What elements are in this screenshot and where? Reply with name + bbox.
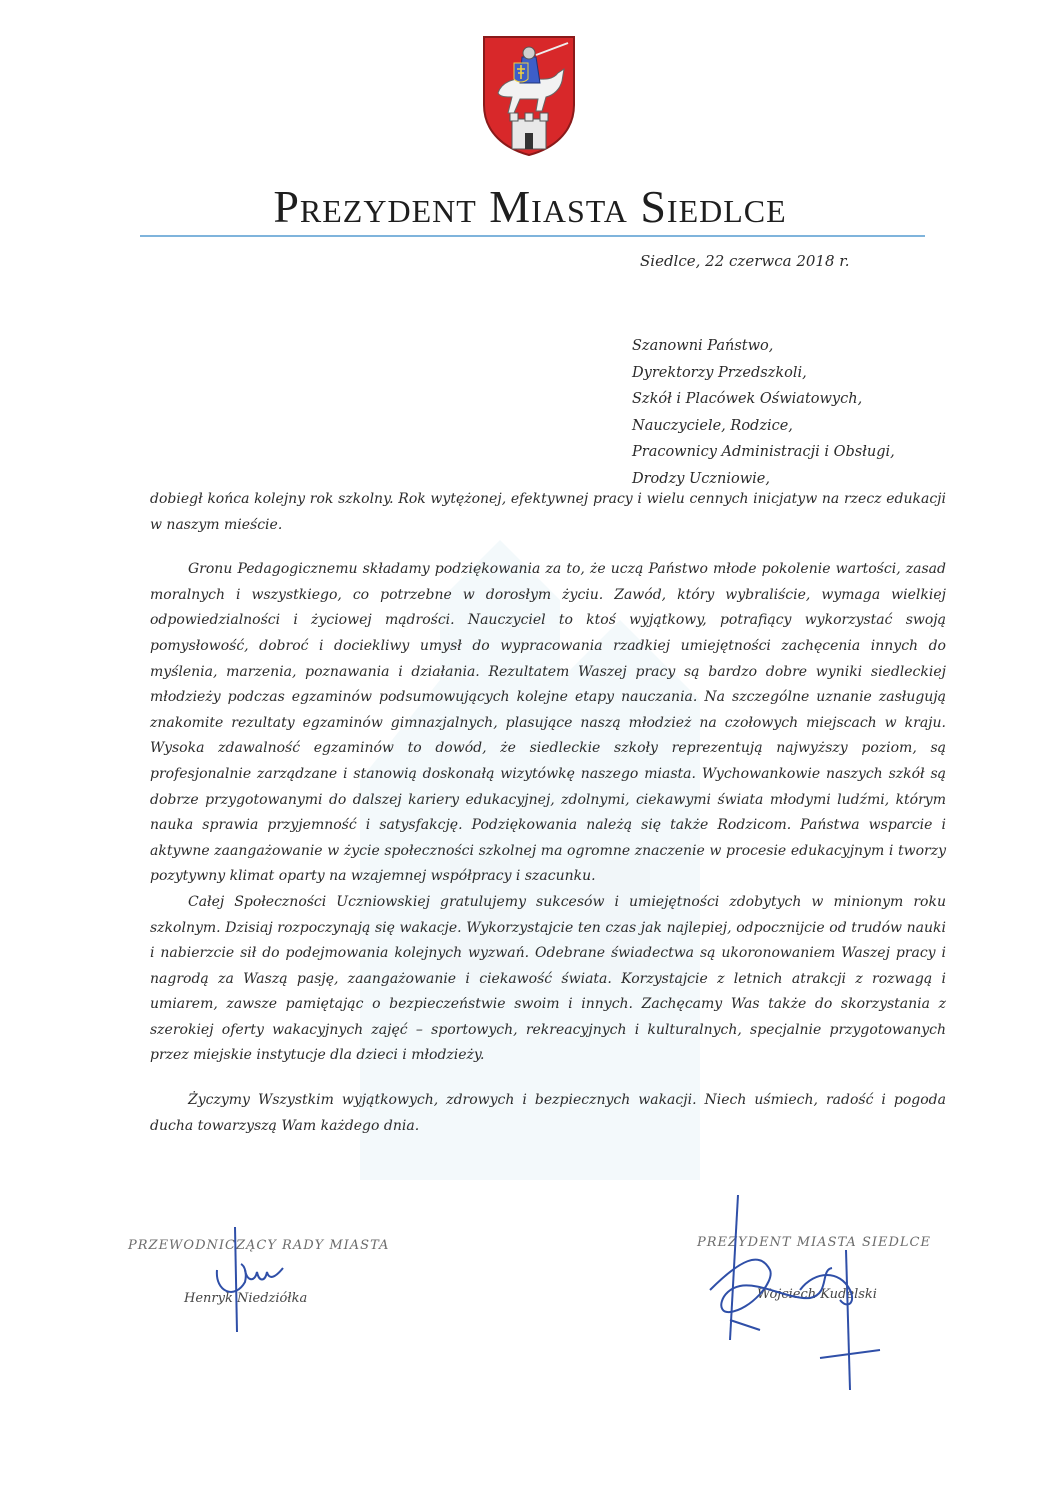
addressee-line: Dyrektorzy Przedszkoli, <box>632 364 807 381</box>
body-paragraph-3: Całej Społeczności Uczniowskiej gratulujemy sukcesów i umiejętności zdobytych w minionym roku szkolnym. Dzisiaj rozpoczynają się wakacje. Wykorzystajcie ten czas jak najlepiej, odpocznijcie od trudów nauki i nabierzcie sił do podejmowania kolejnych wyzwań. Odebrane świadectwa są ukoronowaniem Waszej pracy i nagrodą za Waszą pasję, zaangażowanie i ciekawość świata. Korzystajcie z letnich atrakcji z rozwagą i umiarem, zawsze pamiętając o bezpieczeństwie swoim i innych. Zachęcamy Was także do skorzystania z szerokiej oferty wakacyjnych zajęć – sportowych, rekreacyjnych i kulturalnych, specjalnie przygotowanych przez miejskie instytucje dla dzieci i młodzieży. <box>150 893 946 1064</box>
addressee-line: Drodzy Uczniowie, <box>632 470 770 487</box>
letterhead-title: Prezydent Miasta Siedlce <box>273 181 787 232</box>
signature-left <box>205 1222 305 1337</box>
letter-body <box>150 487 946 1139</box>
signature-right <box>700 1190 900 1395</box>
signature-right-title: PREZYDENT MIASTA SIEDLCE <box>697 1235 931 1250</box>
body-paragraph-4: Życzymy Wszystkim wyjątkowych, zdrowych i bezpiecznych wakacji. Niech uśmiech, radość i pogoda ducha towarzyszą Wam każdego dnia. <box>150 1092 946 1134</box>
signature-left-name: Henryk Niedziółka <box>184 1291 308 1306</box>
addressee-block <box>632 333 962 492</box>
addressee-line: Pracownicy Administracji i Obsługi, <box>632 444 895 460</box>
letter-date: Siedlce, 22 czerwca 2018 r. <box>640 252 850 270</box>
addressee-line: Nauczyciele, Rodzice, <box>632 417 793 434</box>
body-paragraph-2: Gronu Pedagogicznemu składamy podziękowania za to, że uczą Państwo młode pokolenie wartości, zasad moralnych i wszystkiego, co potrzebne w dorosłym życiu. Zawód, który wybraliście, wymaga wielkiej odpowiedzialności i życiowej mądrości. Nauczyciel to ktoś wyjątkowy, potrafiący wykorzystać swoją pomysłowość, dobroć i dociekliwy umysł do wypracowania rzadkiej umiejętności zachęcenia innych do myślenia, marzenia, poznawania i działania. Rezultatem Waszej pracy są bardzo dobre wyniki siedleckiej młodzieży podczas egzaminów podsumowujących kolejne etapy nauczania. Na szczególne uznanie zasługują znakomite rezultaty egzaminów gimnazjalnych, plasujące naszą młodzież na czołowych miejscach w kraju. Wysoka zdawalność egzaminów to dowód, że siedleckie szkoły reprezentują najwyższy poziom, są profesjonalnie zarządzane i stanowią doskonałą wizytówkę naszego miasta. Wychowankowie naszych szkół są dobrze przygotowanymi do dalszej kariery edukacyjnej, zdolnymi, ciekawymi świata młodymi ludźmi, którym nauka sprawia przyjemność i satysfakcję. Podziękowania należą się także Rodzicom. Państwa wsparcie i aktywne zaangażowanie w życie społeczności szkolnej ma ogromne znaczenie w procesie edukacyjnym i tworzy pozytywny klimat oparty na wzajemnej współpracy i szacunku. <box>150 561 946 885</box>
signature-left-title: PRZEWODNICZĄCY RADY MIASTA <box>128 1238 390 1253</box>
coat-of-arms-icon <box>480 33 578 159</box>
addressee-line: Szkół i Placówek Oświatowych, <box>632 391 863 407</box>
signature-right-name: Wojciech Kudelski <box>757 1287 877 1302</box>
letterhead-divider <box>140 235 925 237</box>
addressee-line: Szanowni Państwo, <box>632 338 774 354</box>
body-paragraph-1: dobiegł końca kolejny rok szkolny. Rok wytężonej, efektywnej pracy i wielu cennych inicjatyw na rzecz edukacji w naszym mieście. <box>150 491 946 533</box>
